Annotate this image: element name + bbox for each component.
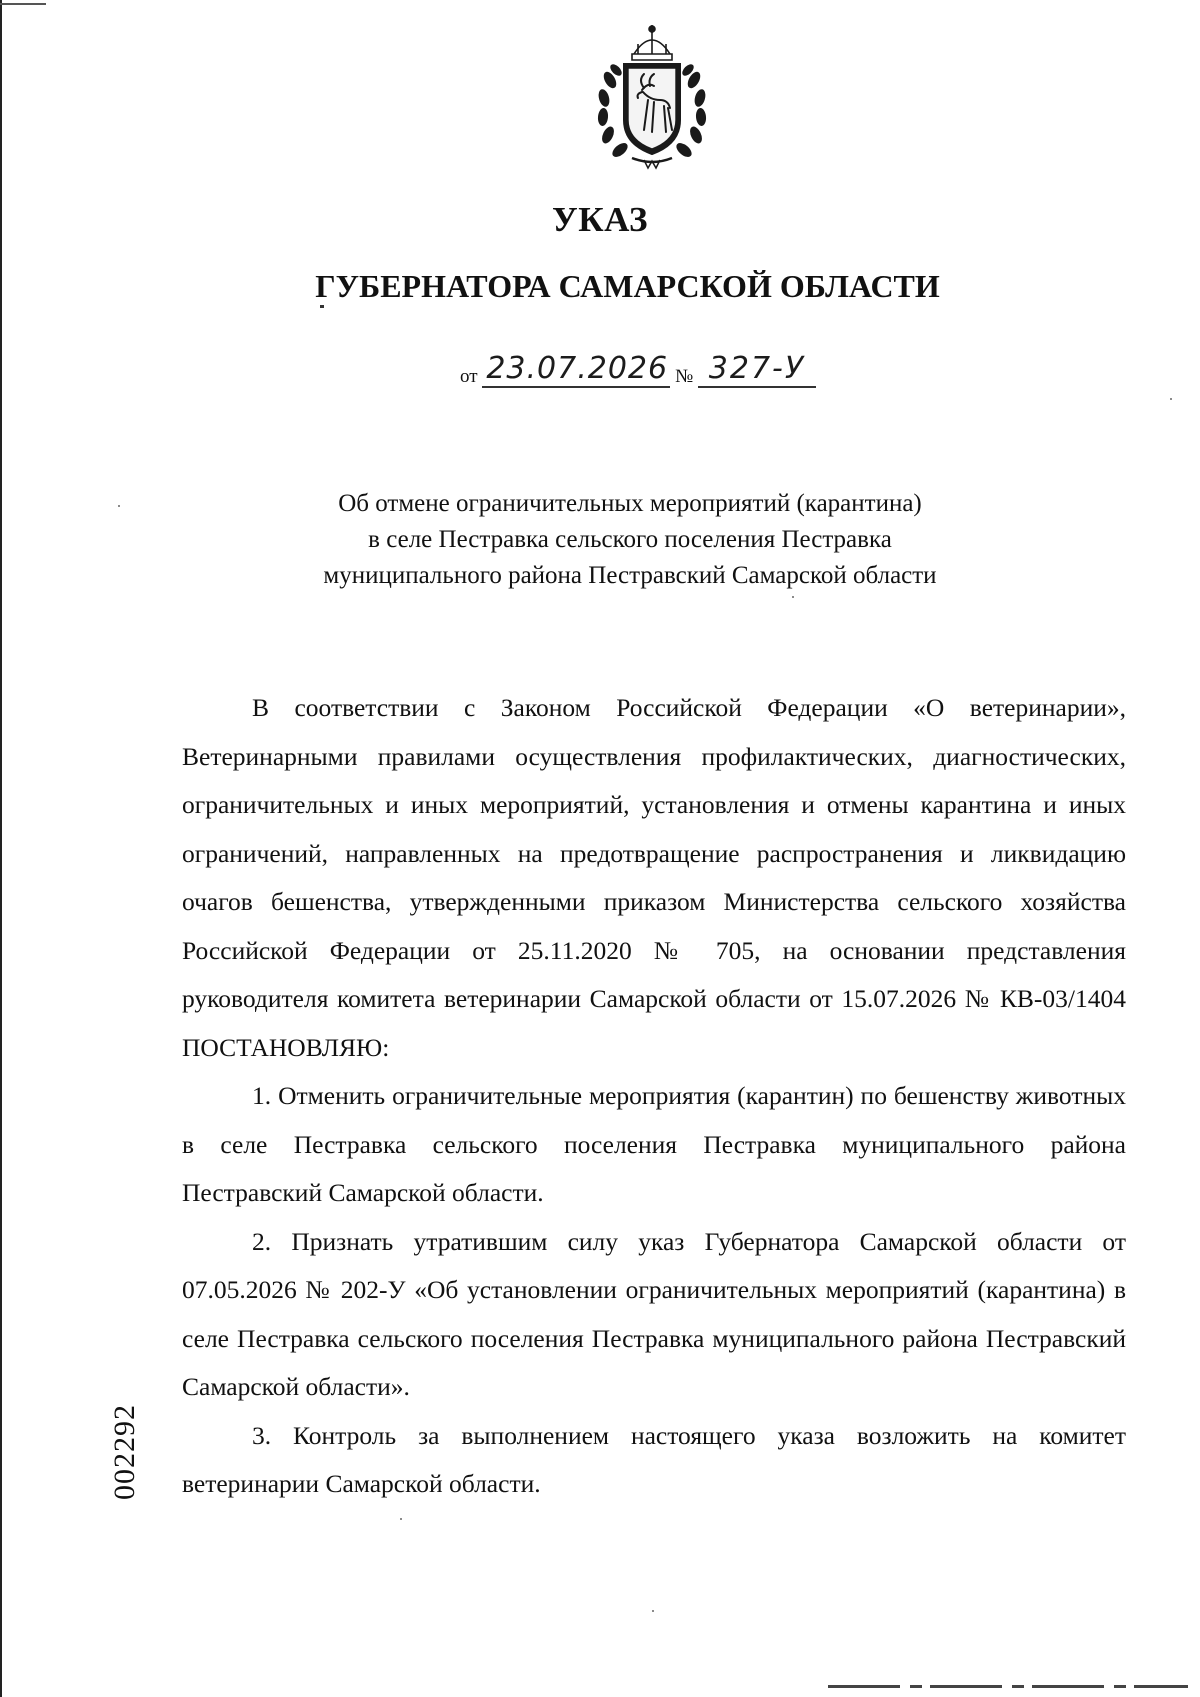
date-number-line xyxy=(460,352,816,392)
page-left-edge xyxy=(0,0,2,1697)
scan-speck xyxy=(792,596,794,598)
heading-line-3: муниципального района Пестравский Самарской области xyxy=(323,562,937,589)
document-heading xyxy=(240,486,1020,594)
heading-line-1: Об отмене ограничительных мероприятий (карантина) xyxy=(338,490,922,517)
registration-side-number: 002292 xyxy=(108,1404,141,1500)
item-1-paragraph: 1. Отменить ограничительные мероприятия (карантин) по бешенству животных в селе Пестравка сельского поселения Пестравка муниципального района Пестравский Самарской области. xyxy=(182,1081,1126,1207)
scan-speck xyxy=(652,1610,654,1612)
scan-speck xyxy=(320,305,324,308)
scan-mark xyxy=(0,3,46,5)
scan-speck xyxy=(1170,398,1172,400)
heading-line-2: в селе Пестравка сельского поселения Пестравка xyxy=(368,526,892,553)
date-prefix: от xyxy=(460,366,478,387)
preamble-paragraph: В соответствии с Законом Российской Федерации «О ветеринарии», Ветеринарными правилами осуществления профилактических, диагностических, ограничительных и иных мероприятий, установления и отмены карантина и иных ограничений, направленных на предотвращение распространения и ликвидацию очагов бешенства, утвержденными приказом Министерства сельского хозяйства Российской Федерации от 25.11.2020 № 705, на основании представления руководителя комитета ветеринарии Самарской области от 15.07.2026 № КВ-03/1404 ПОСТАНОВЛЯЮ: xyxy=(182,693,1126,1062)
item-3-paragraph: 3. Контроль за выполнением настоящего указа возложить на комитет ветеринарии Самарской области. xyxy=(182,1420,1126,1498)
handwritten-number: 327-У xyxy=(698,352,816,388)
scan-speck xyxy=(400,1518,402,1520)
document-body xyxy=(182,684,1126,1509)
number-prefix: № xyxy=(675,366,694,387)
scan-bottom-mark xyxy=(828,1685,1188,1688)
coat-of-arms-samara-icon xyxy=(588,20,716,170)
scan-speck xyxy=(118,505,120,507)
handwritten-date: 23.07.2026 xyxy=(482,352,670,388)
issuer-title: ГУБЕРНАТОРА САМАРСКОЙ ОБЛАСТИ xyxy=(315,268,940,304)
document-type-title: УКАЗ xyxy=(552,200,648,239)
item-2-paragraph: 2. Признать утратившим силу указ Губернатора Самарской области от 07.05.2026 № 202-У «Об установлении ограничительных мероприятий (карантина) в селе Пестравка сельского поселения Пестравка муниципального района Пестравский Самарской области». xyxy=(182,1226,1126,1401)
